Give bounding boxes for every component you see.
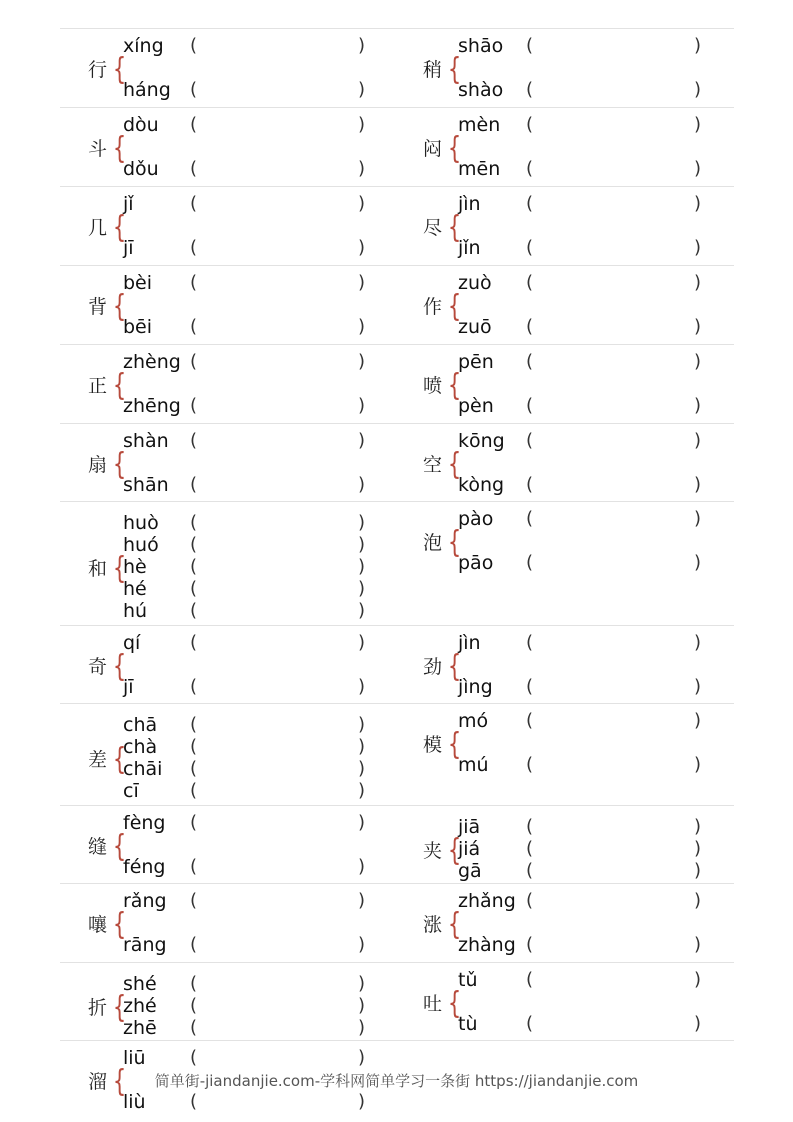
answer-blank-open-paren: (	[190, 758, 198, 779]
brace-mark: {	[447, 368, 462, 403]
brace-mark: {	[112, 210, 127, 245]
hanzi-character: 折	[88, 997, 108, 1019]
answer-blank-close-paren: )	[694, 272, 702, 293]
brace-mark: {	[112, 1064, 127, 1099]
answer-blank-close-paren: )	[358, 600, 366, 621]
pinyin-reading: mēn	[458, 158, 501, 180]
answer-blank-close-paren: )	[358, 578, 366, 599]
pinyin-reading: mó	[458, 710, 489, 732]
answer-blank-close-paren: )	[694, 193, 702, 214]
answer-blank-open-paren: (	[190, 512, 198, 533]
brace-mark: {	[447, 447, 462, 482]
pinyin-reading: qí	[123, 632, 141, 654]
polyphone-entry-left	[60, 626, 397, 703]
answer-blank-close-paren: )	[358, 534, 366, 555]
hanzi-character: 斗	[88, 138, 108, 160]
brace-mark: {	[112, 551, 127, 586]
pinyin-reading: huó	[123, 534, 159, 556]
answer-blank-close-paren: )	[358, 812, 366, 833]
hanzi-character: 嚷	[88, 914, 108, 936]
answer-blank-close-paren: )	[694, 632, 702, 653]
answer-blank-close-paren: )	[358, 430, 366, 451]
pinyin-reading: zhēng	[123, 395, 181, 417]
brace-mark: {	[112, 368, 127, 403]
answer-blank-open-paren: (	[526, 552, 534, 573]
pinyin-reading: pào	[458, 508, 494, 530]
answer-blank-close-paren: )	[358, 79, 366, 100]
answer-blank-close-paren: )	[358, 158, 366, 179]
pinyin-reading: liū	[123, 1047, 146, 1069]
polyphone-worksheet	[60, 28, 734, 1121]
pinyin-reading: tù	[458, 1013, 478, 1035]
pinyin-reading: pēn	[458, 351, 494, 373]
pinyin-reading: hé	[123, 578, 147, 600]
answer-blank-open-paren: (	[190, 890, 198, 911]
polyphone-entry-right	[397, 187, 734, 265]
polyphone-entry-left	[60, 704, 397, 805]
answer-blank-open-paren: (	[190, 474, 198, 495]
pinyin-reading: huò	[123, 512, 159, 534]
brace-mark: {	[112, 52, 127, 87]
brace-mark: {	[447, 210, 462, 245]
answer-blank-open-paren: (	[190, 316, 198, 337]
answer-blank-open-paren: (	[190, 676, 198, 697]
answer-blank-open-paren: (	[526, 272, 534, 293]
answer-blank-close-paren: )	[358, 758, 366, 779]
polyphone-entry-left	[60, 806, 397, 883]
answer-blank-open-paren: (	[526, 969, 534, 990]
polyphone-entry-left	[60, 502, 397, 625]
answer-blank-open-paren: (	[526, 430, 534, 451]
answer-blank-open-paren: (	[190, 395, 198, 416]
answer-blank-open-paren: (	[526, 193, 534, 214]
brace-mark: {	[447, 907, 462, 942]
brace-mark: {	[112, 990, 127, 1025]
answer-blank-open-paren: (	[190, 812, 198, 833]
polyphone-entry-right	[397, 266, 734, 344]
pinyin-reading: kòng	[458, 474, 505, 496]
answer-blank-close-paren: )	[694, 316, 702, 337]
answer-blank-close-paren: )	[358, 736, 366, 757]
answer-blank-close-paren: )	[358, 890, 366, 911]
hanzi-character: 尽	[423, 217, 443, 239]
entry-row	[60, 28, 734, 107]
pinyin-reading: xíng	[123, 35, 164, 57]
hanzi-character: 溜	[88, 1071, 108, 1093]
answer-blank-close-paren: )	[358, 556, 366, 577]
pinyin-reading: jìn	[458, 193, 481, 215]
pinyin-reading: liù	[123, 1091, 146, 1113]
hanzi-character: 行	[88, 59, 108, 81]
answer-blank-close-paren: )	[694, 710, 702, 731]
answer-blank-open-paren: (	[190, 632, 198, 653]
pinyin-reading: shé	[123, 973, 157, 995]
hanzi-character: 劲	[423, 656, 443, 678]
answer-blank-open-paren: (	[190, 780, 198, 801]
pinyin-reading: féng	[123, 856, 166, 878]
answer-blank-open-paren: (	[190, 237, 198, 258]
answer-blank-close-paren: )	[358, 780, 366, 801]
hanzi-character: 泡	[423, 532, 443, 554]
pinyin-reading: kōng	[458, 430, 505, 452]
answer-blank-open-paren: (	[190, 973, 198, 994]
answer-blank-close-paren: )	[694, 890, 702, 911]
footer-watermark: 简单街-jiandanjie.com-学科网简单学习一条街 https://jiandanjie.com	[154, 1072, 639, 1090]
brace-mark: {	[447, 727, 462, 762]
pinyin-reading: mú	[458, 754, 489, 776]
pinyin-reading: zhē	[123, 1017, 157, 1039]
answer-blank-close-paren: )	[694, 754, 702, 775]
answer-blank-close-paren: )	[694, 969, 702, 990]
answer-blank-close-paren: )	[694, 838, 702, 859]
pinyin-reading: chā	[123, 714, 158, 736]
polyphone-entry-left	[60, 29, 397, 107]
pinyin-reading: shāo	[458, 35, 504, 57]
answer-blank-open-paren: (	[190, 856, 198, 877]
pinyin-reading: jiá	[458, 838, 481, 860]
answer-blank-close-paren: )	[358, 934, 366, 955]
polyphone-entry-left	[60, 266, 397, 344]
answer-blank-open-paren: (	[526, 114, 534, 135]
answer-blank-close-paren: )	[694, 158, 702, 179]
hanzi-character: 奇	[88, 656, 108, 678]
pinyin-reading: jìn	[458, 632, 481, 654]
polyphone-entry-right	[397, 704, 734, 805]
answer-blank-close-paren: )	[694, 934, 702, 955]
hanzi-character: 差	[88, 749, 108, 771]
pinyin-reading: shān	[123, 474, 169, 496]
answer-blank-close-paren: )	[694, 860, 702, 881]
polyphone-entry-left	[60, 884, 397, 962]
brace-mark: {	[112, 907, 127, 942]
pinyin-reading: háng	[123, 79, 171, 101]
answer-blank-close-paren: )	[694, 35, 702, 56]
polyphone-entry-right	[397, 108, 734, 186]
pinyin-reading: rāng	[123, 934, 167, 956]
answer-blank-open-paren: (	[190, 995, 198, 1016]
brace-mark: {	[112, 447, 127, 482]
pinyin-reading: pèn	[458, 395, 494, 417]
answer-blank-open-paren: (	[190, 1047, 198, 1068]
pinyin-reading: zhé	[123, 995, 157, 1017]
polyphone-entry-left	[60, 345, 397, 423]
answer-blank-close-paren: )	[358, 512, 366, 533]
entry-row	[60, 423, 734, 501]
pinyin-reading: shàn	[123, 430, 169, 452]
answer-blank-close-paren: )	[358, 1091, 366, 1112]
pinyin-reading: jī	[123, 237, 134, 259]
answer-blank-open-paren: (	[190, 114, 198, 135]
answer-blank-open-paren: (	[526, 632, 534, 653]
answer-blank-open-paren: (	[526, 351, 534, 372]
polyphone-entry-right	[397, 884, 734, 962]
answer-blank-open-paren: (	[190, 534, 198, 555]
pinyin-reading: hú	[123, 600, 148, 622]
answer-blank-close-paren: )	[358, 35, 366, 56]
hanzi-character: 背	[88, 296, 108, 318]
answer-blank-open-paren: (	[526, 79, 534, 100]
answer-blank-open-paren: (	[526, 934, 534, 955]
answer-blank-close-paren: )	[358, 714, 366, 735]
answer-blank-close-paren: )	[358, 395, 366, 416]
pinyin-reading: jī	[123, 676, 134, 698]
answer-blank-open-paren: (	[526, 890, 534, 911]
answer-blank-open-paren: (	[190, 736, 198, 757]
brace-mark: {	[112, 649, 127, 684]
answer-blank-open-paren: (	[526, 754, 534, 775]
answer-blank-open-paren: (	[526, 816, 534, 837]
answer-blank-open-paren: (	[526, 508, 534, 529]
polyphone-entry-left	[60, 187, 397, 265]
hanzi-character: 喷	[423, 375, 443, 397]
answer-blank-open-paren: (	[526, 710, 534, 731]
hanzi-character: 和	[88, 558, 108, 580]
answer-blank-open-paren: (	[190, 79, 198, 100]
entry-row	[60, 962, 734, 1040]
answer-blank-open-paren: (	[190, 351, 198, 372]
entry-row	[60, 501, 734, 625]
answer-blank-open-paren: (	[526, 474, 534, 495]
pinyin-reading: jìng	[458, 676, 493, 698]
polyphone-entry-right	[397, 626, 734, 703]
answer-blank-close-paren: )	[694, 816, 702, 837]
pinyin-reading: pāo	[458, 552, 494, 574]
entry-row	[60, 625, 734, 703]
entry-row	[60, 703, 734, 805]
brace-mark: {	[447, 289, 462, 324]
pinyin-reading: dòu	[123, 114, 159, 136]
pinyin-reading: chà	[123, 736, 158, 758]
entry-row	[60, 344, 734, 423]
answer-blank-close-paren: )	[694, 1013, 702, 1034]
pinyin-reading: jǐn	[458, 237, 481, 259]
pinyin-reading: chāi	[123, 758, 163, 780]
answer-blank-open-paren: (	[190, 158, 198, 179]
answer-blank-close-paren: )	[358, 474, 366, 495]
polyphone-entry-right	[397, 963, 734, 1040]
answer-blank-close-paren: )	[694, 676, 702, 697]
answer-blank-open-paren: (	[526, 316, 534, 337]
answer-blank-close-paren: )	[358, 316, 366, 337]
answer-blank-open-paren: (	[190, 1017, 198, 1038]
answer-blank-open-paren: (	[190, 430, 198, 451]
hanzi-character: 夹	[423, 840, 443, 862]
pinyin-reading: jǐ	[123, 193, 134, 215]
polyphone-entry-right	[397, 502, 734, 625]
hanzi-character: 作	[423, 296, 443, 318]
answer-blank-close-paren: )	[358, 114, 366, 135]
answer-blank-open-paren: (	[190, 934, 198, 955]
answer-blank-open-paren: (	[526, 838, 534, 859]
answer-blank-open-paren: (	[526, 158, 534, 179]
answer-blank-close-paren: )	[358, 995, 366, 1016]
pinyin-reading: zhàng	[458, 934, 516, 956]
answer-blank-open-paren: (	[526, 237, 534, 258]
hanzi-character: 吐	[423, 993, 443, 1015]
answer-blank-close-paren: )	[694, 474, 702, 495]
pinyin-reading: zhèng	[123, 351, 181, 373]
answer-blank-close-paren: )	[358, 856, 366, 877]
answer-blank-close-paren: )	[694, 79, 702, 100]
pinyin-reading: zhǎng	[458, 890, 516, 912]
brace-mark: {	[112, 131, 127, 166]
pinyin-reading: shào	[458, 79, 504, 101]
pinyin-reading: fèng	[123, 812, 166, 834]
answer-blank-open-paren: (	[190, 1091, 198, 1112]
brace-mark: {	[112, 742, 127, 777]
brace-mark: {	[447, 131, 462, 166]
pinyin-reading: hè	[123, 556, 147, 578]
answer-blank-close-paren: )	[358, 193, 366, 214]
answer-blank-close-paren: )	[358, 351, 366, 372]
answer-blank-open-paren: (	[190, 272, 198, 293]
entry-row	[60, 883, 734, 962]
answer-blank-open-paren: (	[190, 35, 198, 56]
answer-blank-close-paren: )	[694, 552, 702, 573]
brace-mark: {	[112, 289, 127, 324]
answer-blank-open-paren: (	[526, 395, 534, 416]
answer-blank-open-paren: (	[190, 193, 198, 214]
pinyin-reading: tǔ	[458, 969, 478, 991]
polyphone-entry-right	[397, 345, 734, 423]
hanzi-character: 稍	[423, 59, 443, 81]
pinyin-reading: bēi	[123, 316, 153, 338]
entry-row	[60, 805, 734, 883]
answer-blank-open-paren: (	[526, 676, 534, 697]
hanzi-character: 扇	[88, 454, 108, 476]
answer-blank-close-paren: )	[694, 430, 702, 451]
answer-blank-open-paren: (	[526, 1013, 534, 1034]
answer-blank-close-paren: )	[358, 272, 366, 293]
hanzi-character: 空	[423, 454, 443, 476]
answer-blank-close-paren: )	[358, 973, 366, 994]
entry-row	[60, 186, 734, 265]
polyphone-entry-right	[397, 806, 734, 883]
brace-mark: {	[112, 829, 127, 864]
answer-blank-close-paren: )	[694, 237, 702, 258]
polyphone-entry-left	[60, 424, 397, 501]
polyphone-entry-right	[397, 29, 734, 107]
polyphone-entry-left	[60, 108, 397, 186]
pinyin-reading: rǎng	[123, 890, 167, 912]
answer-blank-open-paren: (	[526, 860, 534, 881]
answer-blank-open-paren: (	[526, 35, 534, 56]
polyphone-entry-left	[60, 963, 397, 1040]
hanzi-character: 几	[88, 217, 108, 239]
answer-blank-open-paren: (	[190, 600, 198, 621]
answer-blank-open-paren: (	[190, 578, 198, 599]
brace-mark: {	[447, 833, 462, 868]
entry-row	[60, 107, 734, 186]
answer-blank-close-paren: )	[694, 508, 702, 529]
answer-blank-close-paren: )	[358, 676, 366, 697]
answer-blank-close-paren: )	[694, 114, 702, 135]
hanzi-character: 闷	[423, 138, 443, 160]
pinyin-reading: zuō	[458, 316, 492, 338]
pinyin-reading: mèn	[458, 114, 501, 136]
answer-blank-close-paren: )	[694, 395, 702, 416]
hanzi-character: 缝	[88, 836, 108, 858]
pinyin-reading: zuò	[458, 272, 492, 294]
brace-mark: {	[447, 649, 462, 684]
brace-mark: {	[447, 986, 462, 1021]
answer-blank-close-paren: )	[694, 351, 702, 372]
pinyin-reading: jiā	[458, 816, 481, 838]
brace-mark: {	[447, 52, 462, 87]
hanzi-character: 正	[88, 375, 108, 397]
answer-blank-close-paren: )	[358, 1017, 366, 1038]
brace-mark: {	[447, 525, 462, 560]
answer-blank-close-paren: )	[358, 632, 366, 653]
hanzi-character: 涨	[423, 914, 443, 936]
hanzi-character: 模	[423, 734, 443, 756]
answer-blank-close-paren: )	[358, 1047, 366, 1068]
pinyin-reading: bèi	[123, 272, 153, 294]
pinyin-reading: gā	[458, 860, 482, 882]
entry-row	[60, 265, 734, 344]
pinyin-reading: cī	[123, 780, 139, 802]
polyphone-entry-right	[397, 424, 734, 501]
answer-blank-open-paren: (	[190, 714, 198, 735]
answer-blank-open-paren: (	[190, 556, 198, 577]
answer-blank-close-paren: )	[358, 237, 366, 258]
pinyin-reading: dǒu	[123, 158, 159, 180]
